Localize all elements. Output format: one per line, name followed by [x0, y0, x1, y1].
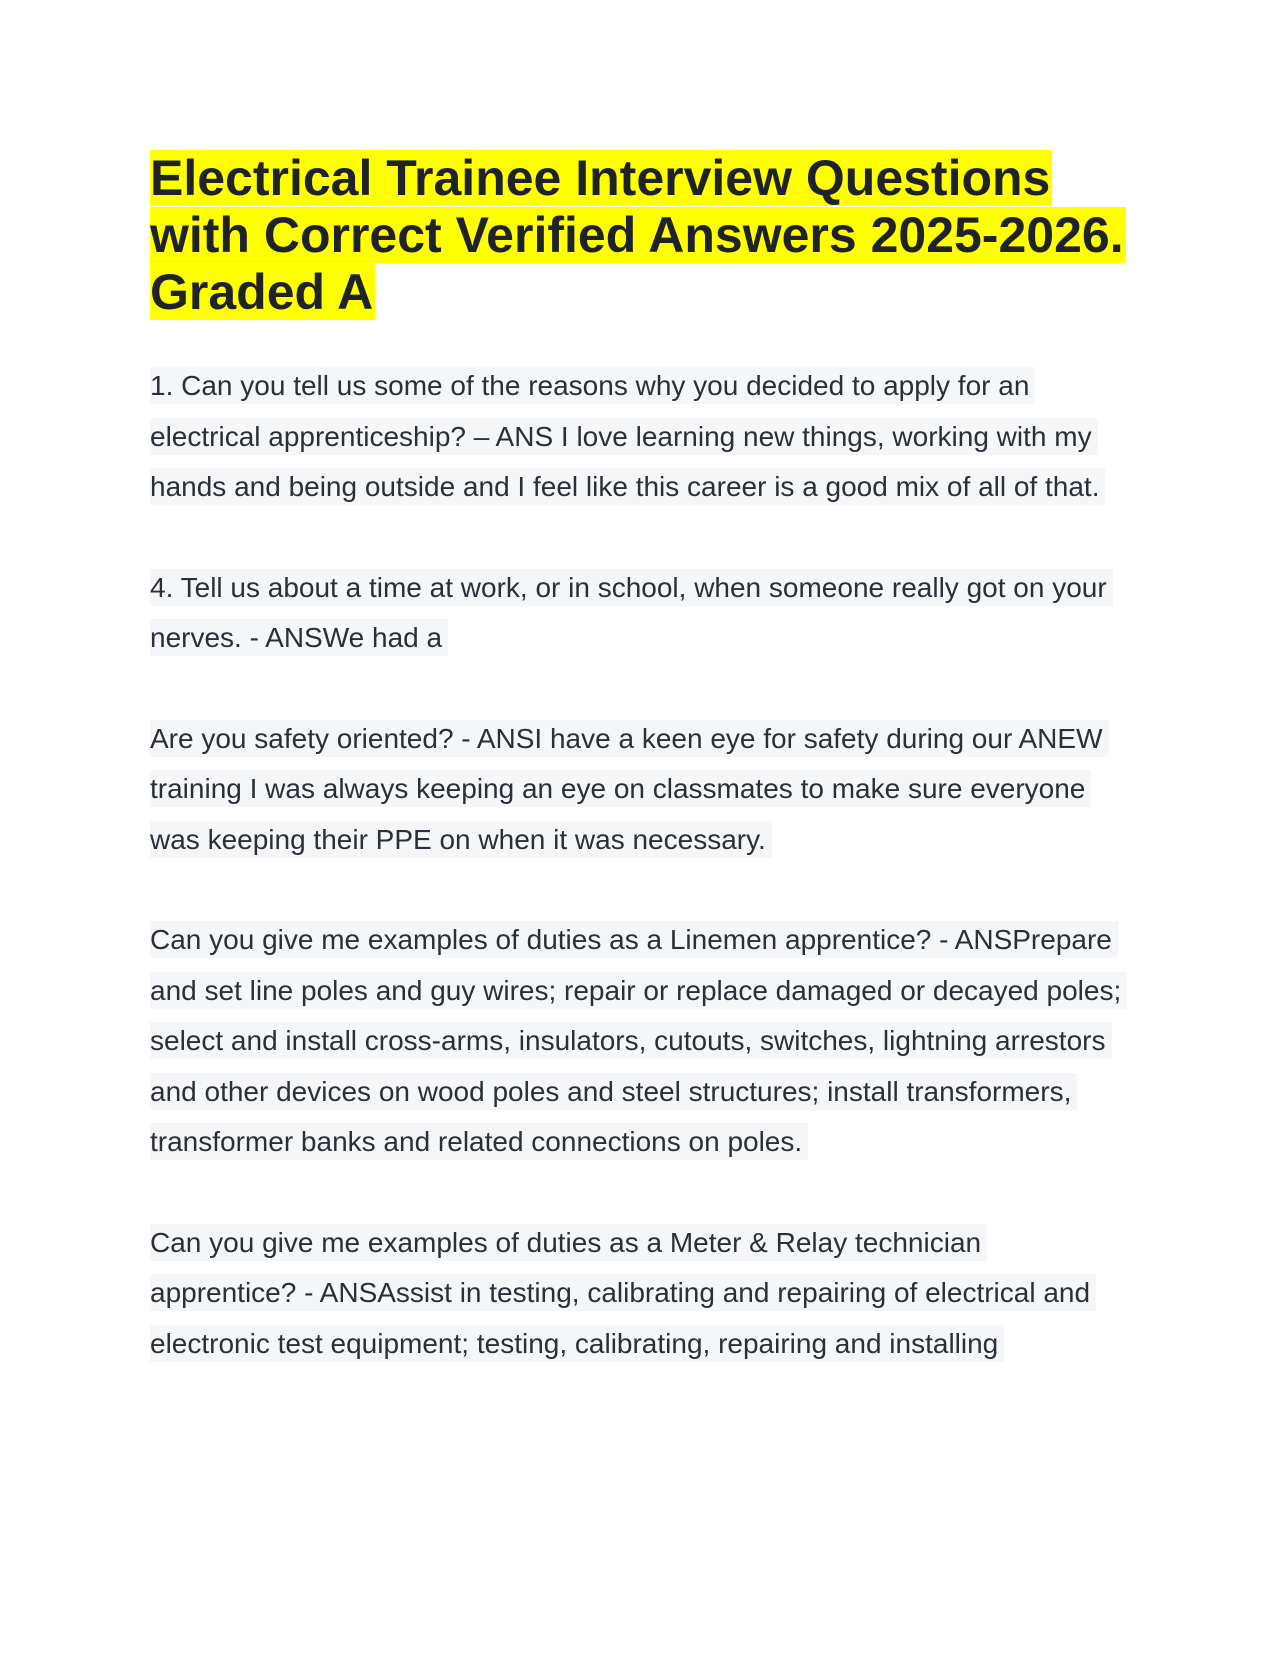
qa-paragraph-1-text: 1. Can you tell us some of the reasons why you decided to apply for an electrical apprenticeship? – ANS I love learning new things, working with my hands and being outside and I feel like this career is a good mix of all of that.: [150, 367, 1105, 505]
document-title-text: Electrical Trainee Interview Questions with Correct Verified Answers 2025-2026. Graded A: [150, 150, 1124, 320]
qa-paragraph-5: [150, 1218, 1130, 1370]
qa-paragraph-4: [150, 915, 1130, 1168]
qa-paragraph-2: [150, 563, 1130, 664]
document-title: [150, 150, 1130, 321]
qa-paragraph-1: [150, 361, 1130, 513]
qa-paragraph-5-text: Can you give me examples of duties as a Meter & Relay technician apprentice? - ANSAssist in testing, calibrating and repairing of electrical and electronic test equipment; testing, calibrating, repairing and installing: [150, 1224, 1096, 1362]
qa-paragraph-4-text: Can you give me examples of duties as a Linemen apprentice? - ANSPrepare and set line poles and guy wires; repair or replace damaged or decayed poles; select and install cross-arms, insulators, cutouts, switches, lightning arrestors and other devices on wood poles and steel structures; install transformers, transformer banks and related connections on poles.: [150, 921, 1127, 1160]
document-page: [150, 150, 1130, 1419]
qa-paragraph-3: [150, 714, 1130, 866]
qa-paragraph-2-text: 4. Tell us about a time at work, or in school, when someone really got on your nerves. - ANSWe had a: [150, 569, 1113, 657]
qa-paragraph-3-text: Are you safety oriented? - ANSI have a keen eye for safety during our ANEW training I was always keeping an eye on classmates to make sure everyone was keeping their PPE on when it was necessary.: [150, 720, 1109, 858]
